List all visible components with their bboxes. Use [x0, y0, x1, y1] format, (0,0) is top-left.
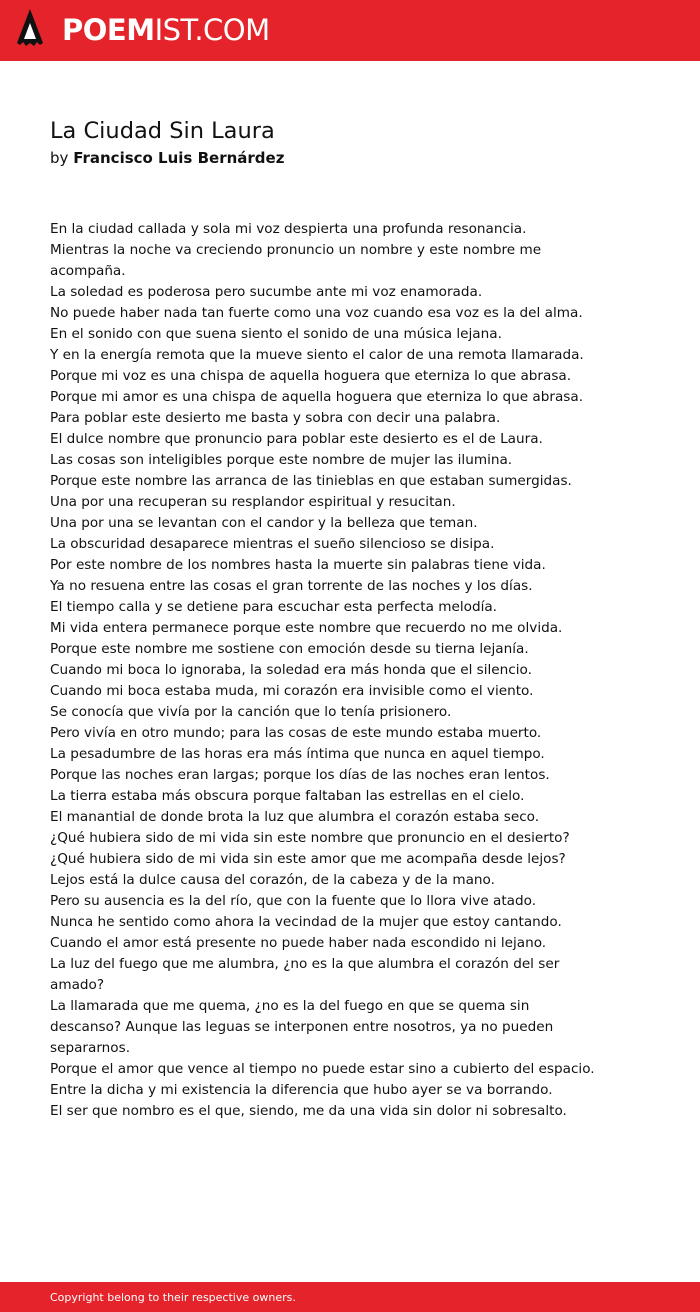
- poem-line: En la ciudad callada y sola mi voz despierta una profunda resonancia.: [50, 221, 527, 237]
- poem-line: Porque el amor que vence al tiempo no puede estar sino a cubierto del espacio.: [50, 1061, 595, 1077]
- site-logo[interactable]: [62, 11, 270, 49]
- poem-line: En el sonido con que suena siento el sonido de una música lejana.: [50, 326, 502, 342]
- logo-light-text: IST.COM: [154, 13, 270, 47]
- poem-body: [50, 219, 595, 1122]
- copyright-notice: Copyright belong to their respective owners.: [50, 1291, 296, 1304]
- poem-line: Mientras la noche va creciendo pronuncio un nombre y este nombre me acompaña.: [50, 242, 542, 279]
- poem-line: Entre la dicha y mi existencia la diferencia que hubo ayer se va borrando.: [50, 1082, 553, 1098]
- poem-line: ¿Qué hubiera sido de mi vida sin este amor que me acompaña desde lejos?: [50, 851, 566, 867]
- logo-bold-text: POEM: [62, 13, 155, 47]
- poem-line: El ser que nombro es el que, siendo, me da una vida sin dolor ni sobresalto.: [50, 1103, 567, 1119]
- poem-author: Francisco Luis Bernárdez: [73, 149, 285, 167]
- poem-line: Cuando mi boca estaba muda, mi corazón era invisible como el viento.: [50, 683, 534, 699]
- poem-line: Una por una recuperan su resplandor espiritual y resucitan.: [50, 494, 456, 510]
- poem-line: Nunca he sentido como ahora la vecindad de la mujer que estoy cantando.: [50, 914, 562, 930]
- poem-line: Para poblar este desierto me basta y sobra con decir una palabra.: [50, 410, 501, 426]
- poem-line: La pesadumbre de las horas era más íntima que nunca en aquel tiempo.: [50, 746, 545, 762]
- poem-line: La soledad es poderosa pero sucumbe ante mi voz enamorada.: [50, 284, 483, 300]
- poem-line: Pero su ausencia es la del río, que con la fuente que lo llora vive atado.: [50, 893, 537, 909]
- poem-byline: [50, 148, 284, 168]
- site-footer: [0, 1282, 700, 1312]
- poem-line: ¿Qué hubiera sido de mi vida sin este nombre que pronuncio en el desierto?: [50, 830, 570, 846]
- poem-line: La tierra estaba más obscura porque faltaban las estrellas en el cielo.: [50, 788, 525, 804]
- poem-title: La Ciudad Sin Laura: [50, 118, 275, 144]
- poem-line: Cuando el amor está presente no puede haber nada escondido ni lejano.: [50, 935, 547, 951]
- poem-line: No puede haber nada tan fuerte como una voz cuando esa voz es la del alma.: [50, 305, 583, 321]
- poem-line: Porque mi voz es una chispa de aquella hoguera que eterniza lo que abrasa.: [50, 368, 572, 384]
- poem-line: El dulce nombre que pronuncio para poblar este desierto es el de Laura.: [50, 431, 543, 447]
- poem-line: Porque este nombre me sostiene con emoción desde su tierna lejanía.: [50, 641, 529, 657]
- by-label: by: [50, 149, 69, 167]
- poem-line: Se conocía que vivía por la canción que lo tenía prisionero.: [50, 704, 452, 720]
- poem-line: Porque mi amor es una chispa de aquella hoguera que eterniza lo que abrasa.: [50, 389, 584, 405]
- poem-line: Cuando mi boca lo ignoraba, la soledad era más honda que el silencio.: [50, 662, 532, 678]
- poem-line: Mi vida entera permanece porque este nombre que recuerdo no me olvida.: [50, 620, 563, 636]
- poem-line: La luz del fuego que me alumbra, ¿no es la que alumbra el corazón del ser amado?: [50, 956, 560, 993]
- poem-line: Lejos está la dulce causa del corazón, de la cabeza y de la mano.: [50, 872, 495, 888]
- poem-line: La obscuridad desaparece mientras el sueño silencioso se disipa.: [50, 536, 495, 552]
- poem-line: Pero vivía en otro mundo; para las cosas de este mundo estaba muerto.: [50, 725, 542, 741]
- poem-line: Las cosas son inteligibles porque este nombre de mujer las ilumina.: [50, 452, 513, 468]
- poem-line: Y en la energía remota que la mueve siento el calor de una remota llamarada.: [50, 347, 584, 363]
- poem-line: El manantial de donde brota la luz que alumbra el corazón estaba seco.: [50, 809, 540, 825]
- poem-line: Porque las noches eran largas; porque los días de las noches eran lentos.: [50, 767, 550, 783]
- poem-line: Una por una se levantan con el candor y la belleza que teman.: [50, 515, 478, 531]
- pencil-logo-icon[interactable]: [17, 9, 43, 51]
- poem-line: Porque este nombre las arranca de las tinieblas en que estaban sumergidas.: [50, 473, 572, 489]
- poem-line: La llamarada que me quema, ¿no es la del fuego en que se quema sin descanso? Aunque las leguas se interponen entre nosotros, ya no pueden separarnos.: [50, 998, 554, 1056]
- poem-line: Ya no resuena entre las cosas el gran torrente de las noches y los días.: [50, 578, 533, 594]
- poem-line: Por este nombre de los nombres hasta la muerte sin palabras tiene vida.: [50, 557, 546, 573]
- site-header: [0, 0, 700, 61]
- poem-line: El tiempo calla y se detiene para escuchar esta perfecta melodía.: [50, 599, 498, 615]
